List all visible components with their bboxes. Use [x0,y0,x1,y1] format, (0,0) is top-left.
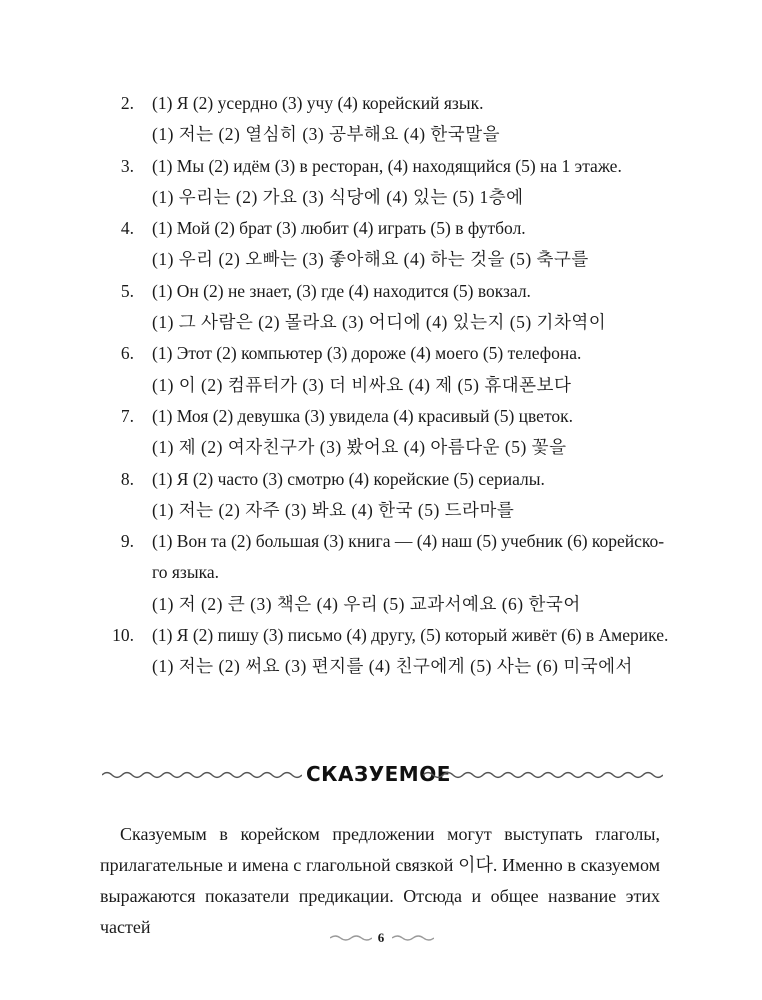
item-number: 2. [120,93,134,113]
wavy-divider-right [423,768,663,782]
wavy-divider-left [102,768,302,782]
page-number-wave-left [330,932,372,944]
korean-sentence: (1) 저는 (2) 자주 (3) 봐요 (4) 한국 (5) 드라마를 [152,499,515,520]
list-item-korean [0,307,762,338]
list-item-russian [0,338,762,369]
korean-sentence: (1) 저는 (2) 써요 (3) 편지를 (4) 친구에게 (5) 사는 (6) 미국에서 [152,656,633,677]
russian-sentence: го языка. [152,562,219,583]
korean-sentence: (1) 우리 (2) 오빠는 (3) 좋아해요 (4) 하는 것을 (5) 축구를 [152,249,589,270]
russian-sentence: (1) Этот (2) компьютер (3) дороже (4) моего (5) телефона. [152,343,582,364]
list-item-russian [0,526,762,557]
list-item-russian [0,401,762,432]
korean-sentence: (1) 우리는 (2) 가요 (3) 식당에 (4) 있는 (5) 1층에 [152,186,524,207]
list-item-korean [0,370,762,401]
list-item-korean [0,495,762,526]
list-item-russian [0,276,762,307]
list-item-korean [0,651,762,682]
item-number: 4. [120,218,134,239]
list-item-korean [0,182,762,213]
paragraph-text: Сказуемым в корейском предложении могут выступать глаголы, прилагательные и имена с глагольной связкой 이다. Именно в сказуемом выражаются показатели предикации. Отсюда и общее название этих частей [100,824,660,937]
item-number: 10. [112,625,134,646]
korean-sentence: (1) 저는 (2) 열심히 (3) 공부해요 (4) 한국말을 [152,124,501,145]
item-number: 6. [120,343,134,364]
wave-line [102,773,302,778]
korean-sentence: (1) 저 (2) 큰 (3) 책은 (4) 우리 (5) 교과서예요 (6) 한국어 [152,593,581,614]
russian-sentence: (1) Мы (2) идём (3) в ресторан, (4) находящийся (5) на 1 этаже. [152,155,622,176]
section-title: СКАЗУЕМОЕ [306,762,451,786]
item-number: 9. [120,531,134,552]
russian-sentence: (1) Я (2) пишу (3) письмо (4) другу, (5) который живёт (6) в Америке. [152,625,669,646]
item-number: 8. [120,468,134,489]
item-number: 7. [120,405,134,426]
russian-sentence: (1) Моя (2) девушка (3) увидела (4) красивый (5) цветок. [152,405,573,426]
list-item-russian [0,557,762,588]
list-item-korean [0,589,762,620]
page-number: 6 [377,930,385,945]
wave-line [423,773,663,778]
wave-line [392,936,434,940]
list-item-russian [0,464,762,495]
item-number: 5. [120,280,134,301]
korean-sentence: (1) 이 (2) 컴퓨터가 (3) 더 비싸요 (4) 제 (5) 휴대폰보다 [152,374,572,395]
russian-sentence: (1) Я (2) усердно (3) учу (4) корейский язык. [152,93,484,113]
list-item-korean [0,119,762,150]
page-footer [0,926,762,950]
list-item-russian [0,88,762,119]
russian-sentence: (1) Вон та (2) большая (3) книга — (4) наш (5) учебник (6) корейско- [152,531,665,552]
body-paragraph [100,819,660,943]
list-item-korean [0,432,762,463]
korean-sentence: (1) 제 (2) 여자친구가 (3) 봤어요 (4) 아름다운 (5) 꽃을 [152,437,567,458]
item-number: 3. [120,155,134,176]
russian-sentence: (1) Я (2) часто (3) смотрю (4) корейские (5) сериалы. [152,468,545,489]
wave-line [330,936,372,940]
list-item-russian [0,213,762,244]
list-item-russian [0,620,762,651]
russian-sentence: (1) Мой (2) брат (3) любит (4) играть (5) в футбол. [152,218,526,239]
korean-sentence: (1) 그 사람은 (2) 몰라요 (3) 어디에 (4) 있는지 (5) 기차역이 [152,312,607,333]
page-number-wave-right [392,932,434,944]
section-heading [0,756,762,792]
exercise-answer-list [0,88,762,683]
list-item-russian [0,151,762,182]
list-item-korean [0,244,762,275]
russian-sentence: (1) Он (2) не знает, (3) где (4) находится (5) вокзал. [152,280,531,301]
